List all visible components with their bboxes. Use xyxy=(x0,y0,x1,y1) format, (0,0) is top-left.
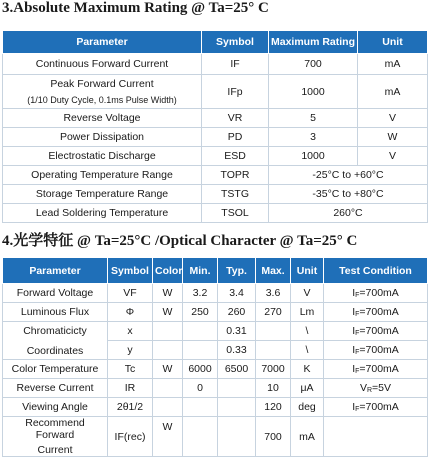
section-3-title: 3.Absolute Maximum Rating @ Ta=25° C xyxy=(2,0,269,16)
symbol-cell: Tc xyxy=(108,360,153,379)
min-cell xyxy=(183,417,218,457)
param-cell: Luminous Flux xyxy=(3,303,108,322)
table-row xyxy=(3,360,428,379)
param-cell: Reverse Voltage xyxy=(3,109,202,128)
min-cell: 0 xyxy=(183,379,218,398)
symbol-cell: ESD xyxy=(202,147,269,166)
header-unit: Unit xyxy=(358,31,428,54)
table-row xyxy=(3,398,428,417)
rating-cell: 1000 xyxy=(269,75,358,109)
param-cell: Electrostatic Discharge xyxy=(3,147,202,166)
header-max: Max. xyxy=(256,258,291,284)
table-row xyxy=(3,128,428,147)
color-cell: W xyxy=(153,360,183,379)
table-row xyxy=(3,109,428,128)
header-maximum-rating: Maximum Rating xyxy=(269,31,358,54)
unit-cell: V xyxy=(358,147,428,166)
symbol-cell: PD xyxy=(202,128,269,147)
condition-cell: $I_F=700mA$ xyxy=(324,322,428,341)
rating-cell: -25°C to +60°C xyxy=(269,166,428,185)
table-row xyxy=(3,322,428,341)
min-cell xyxy=(183,398,218,417)
param-cell: Viewing Angle xyxy=(3,398,108,417)
rating-cell: 1000 xyxy=(269,147,358,166)
max-cell: 7000 xyxy=(256,360,291,379)
typ-cell: 260 xyxy=(218,303,256,322)
param-cell: Forward Voltage xyxy=(3,284,108,303)
unit-cell: mA xyxy=(358,54,428,75)
param-cell: Color Temperature xyxy=(3,360,108,379)
header-unit: Unit xyxy=(291,258,324,284)
unit-cell: mA xyxy=(358,75,428,109)
typ-cell: 6500 xyxy=(218,360,256,379)
typ-cell: 3.4 xyxy=(218,284,256,303)
max-cell: 700 xyxy=(256,417,291,457)
typ-cell: 0.31 xyxy=(218,322,256,341)
param-cell: Reverse Current xyxy=(3,379,108,398)
symbol-cell: IF(rec) xyxy=(108,417,153,457)
symbol-cell: VR xyxy=(202,109,269,128)
min-cell xyxy=(183,322,218,341)
header-parameter: Parameter xyxy=(3,31,202,54)
typ-cell xyxy=(218,417,256,457)
rating-cell: 260°C xyxy=(269,204,428,223)
unit-cell: \ xyxy=(291,341,324,360)
table-header-row xyxy=(3,31,428,54)
unit-cell: \ xyxy=(291,322,324,341)
max-cell: 120 xyxy=(256,398,291,417)
unit-cell: deg xyxy=(291,398,324,417)
table-row xyxy=(3,379,428,398)
color-cell: W xyxy=(153,303,183,322)
condition-cell: $I_F=700mA$ xyxy=(324,303,428,322)
rating-cell: 3 xyxy=(269,128,358,147)
max-cell: 3.6 xyxy=(256,284,291,303)
rating-cell: 700 xyxy=(269,54,358,75)
param-line-2: Coordinates xyxy=(26,344,84,357)
rating-cell: 5 xyxy=(269,109,358,128)
param-cell xyxy=(3,417,108,457)
symbol-cell: TSTG xyxy=(202,185,269,204)
symbol-cell: TSOL xyxy=(202,204,269,223)
min-cell xyxy=(183,341,218,360)
param-cell: Continuous Forward Current xyxy=(3,54,202,75)
header-typ: Typ. xyxy=(218,258,256,284)
min-cell: 3.2 xyxy=(183,284,218,303)
absolute-maximum-rating-table xyxy=(2,30,428,223)
max-cell xyxy=(256,341,291,360)
symbol-cell: IR xyxy=(108,379,153,398)
optical-character-table xyxy=(2,257,428,457)
param-cell: Power Dissipation xyxy=(3,128,202,147)
header-color: Color xyxy=(153,258,183,284)
typ-cell xyxy=(218,379,256,398)
table-row xyxy=(3,54,428,75)
unit-cell: V xyxy=(291,284,324,303)
symbol-cell: Φ xyxy=(108,303,153,322)
table-row xyxy=(3,417,428,457)
param-line-2: Current xyxy=(37,444,73,456)
unit-cell: mA xyxy=(291,417,324,457)
param-cell xyxy=(3,322,108,360)
unit-cell: K xyxy=(291,360,324,379)
condition-cell: $I_F=700mA$ xyxy=(324,398,428,417)
header-test-condition: Test Condition xyxy=(324,258,428,284)
symbol-cell: y xyxy=(108,341,153,360)
symbol-cell: x xyxy=(108,322,153,341)
header-symbol: Symbol xyxy=(202,31,269,54)
min-cell: 250 xyxy=(183,303,218,322)
unit-cell: Lm xyxy=(291,303,324,322)
symbol-cell: VF xyxy=(108,284,153,303)
rating-cell: -35°C to +80°C xyxy=(269,185,428,204)
param-cell: Operating Temperature Range xyxy=(3,166,202,185)
param-note: (1/10 Duty Cycle, 0.1ms Pulse Width) xyxy=(27,94,177,105)
color-cell: W xyxy=(153,417,183,457)
typ-cell: 0.33 xyxy=(218,341,256,360)
table-row xyxy=(3,185,428,204)
param-cell: Storage Temperature Range xyxy=(3,185,202,204)
symbol-cell: 2θ1/2 xyxy=(108,398,153,417)
max-cell: 10 xyxy=(256,379,291,398)
table-row xyxy=(3,75,428,109)
header-parameter: Parameter xyxy=(3,258,108,284)
table-row xyxy=(3,204,428,223)
condition-cell: $I_F=700mA$ xyxy=(324,341,428,360)
min-cell: 6000 xyxy=(183,360,218,379)
param-text: Peak Forward Current xyxy=(50,77,154,90)
condition-cell: $I_F=700mA$ xyxy=(324,360,428,379)
param-cell: Lead Soldering Temperature xyxy=(3,204,202,223)
table-row xyxy=(3,166,428,185)
color-cell xyxy=(153,379,183,398)
unit-cell: μA xyxy=(291,379,324,398)
table-header-row xyxy=(3,258,428,284)
table-row xyxy=(3,284,428,303)
symbol-cell: IFp xyxy=(202,75,269,109)
max-cell: 270 xyxy=(256,303,291,322)
condition-cell: $I_F=700mA$ xyxy=(324,284,428,303)
color-cell: W xyxy=(153,284,183,303)
header-min: Min. xyxy=(183,258,218,284)
param-line-1: Recommend Forward xyxy=(25,417,85,441)
table-row xyxy=(3,147,428,166)
param-cell xyxy=(3,75,202,109)
table-row xyxy=(3,303,428,322)
header-symbol: Symbol xyxy=(108,258,153,284)
unit-cell: W xyxy=(358,128,428,147)
color-cell xyxy=(153,341,183,360)
max-cell xyxy=(256,322,291,341)
symbol-cell: TOPR xyxy=(202,166,269,185)
section-4-title: 4.光学特征 @ Ta=25°C /Optical Character @ Ta=25° C xyxy=(2,233,358,249)
param-line-1: Chromaticicty xyxy=(23,324,87,337)
color-cell xyxy=(153,322,183,341)
color-cell xyxy=(153,398,183,417)
condition-cell: $V_R=5V$ xyxy=(324,379,428,398)
condition-cell xyxy=(324,417,428,457)
symbol-cell: IF xyxy=(202,54,269,75)
typ-cell xyxy=(218,398,256,417)
unit-cell: V xyxy=(358,109,428,128)
